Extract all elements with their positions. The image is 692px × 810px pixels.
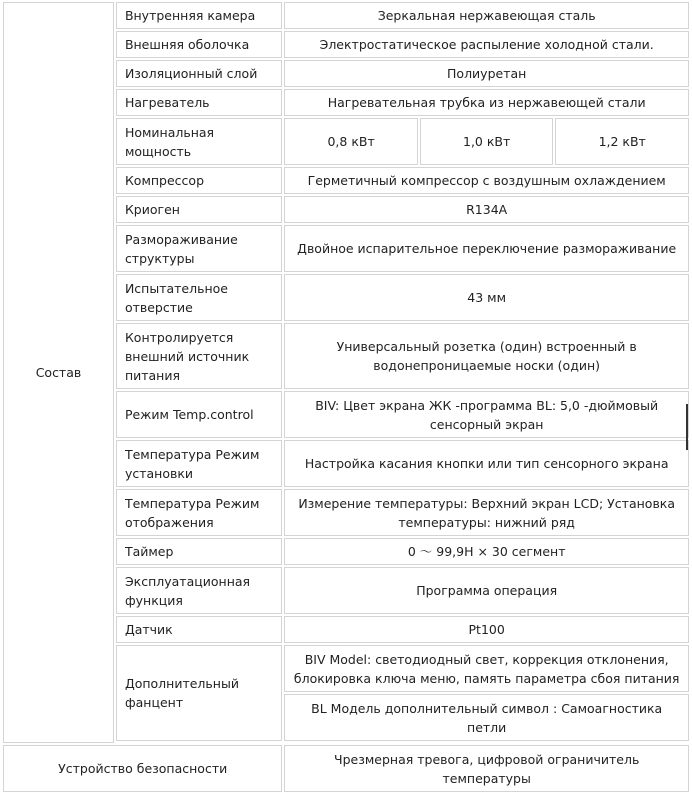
spec-table [1, 0, 691, 794]
row-label-compressor: Компрессор [116, 167, 282, 194]
safety-value: Чрезмерная тревога, цифровой ограничитель температуры [284, 745, 689, 792]
row-value-optional-biv: BIV Model: светодиодный свет, коррекция отклонения, блокировка ключа меню, память параметра сбоя питания [284, 645, 689, 692]
row-label-sensor: Датчик [116, 616, 282, 643]
row-value-operation: Программа операция [284, 567, 689, 614]
row-label-outer-shell: Внешняя оболочка [116, 31, 282, 58]
row-value-external-power: Универсальный розетка (один) встроенный в водонепроницаемые носки (один) [284, 323, 689, 389]
row-value-inner-chamber: Зеркальная нержавеющая сталь [284, 2, 689, 29]
row-value-insulation: Полиуретан [284, 60, 689, 87]
row-label-optional: Дополнительный фанцент [116, 645, 282, 741]
row-value-outer-shell: Электростатическое распыление холодной стали. [284, 31, 689, 58]
row-label-rated-power: Номинальная мощность [116, 118, 282, 165]
row-value-heater: Нагревательная трубка из нержавеющей стали [284, 89, 689, 116]
safety-label: Устройство безопасности [3, 745, 282, 792]
row-label-external-power: Контролируется внешний источник питания [116, 323, 282, 389]
row-label-temp-display: Температура Режим отображения [116, 489, 282, 536]
row-value-sensor: Pt100 [284, 616, 689, 643]
row-value-test-hole: 43 мм [284, 274, 689, 321]
row-label-operation: Эксплуатационная функция [116, 567, 282, 614]
row-value-refrigerant: R134A [284, 196, 689, 223]
row-value-timer: 0 〜 99,9H × 30 сегмент [284, 538, 689, 565]
row-label-test-hole: Испытательное отверстие [116, 274, 282, 321]
row-value-defrost: Двойное испарительное переключение размораживание [284, 225, 689, 272]
row-label-insulation: Изоляционный слой [116, 60, 282, 87]
row-value-temp-control: BIV: Цвет экрана ЖК -программа BL: 5,0 -дюймовый сенсорный экран [284, 391, 689, 438]
row-label-heater: Нагреватель [116, 89, 282, 116]
table-row [3, 2, 689, 29]
row-label-temp-setting: Температура Режим установки [116, 440, 282, 487]
row-label-temp-control: Режим Temp.control [116, 391, 282, 438]
row-label-defrost: Размораживание структуры [116, 225, 282, 272]
power-value-3: 1,2 кВт [555, 118, 689, 165]
row-value-temp-setting: Настройка касания кнопки или тип сенсорного экрана [284, 440, 689, 487]
row-label-refrigerant: Криоген [116, 196, 282, 223]
row-label-timer: Таймер [116, 538, 282, 565]
row-value-optional-bl: BL Модель дополнительный символ : Самоагностика петли [284, 694, 689, 741]
group-label-composition: Состав [3, 2, 114, 743]
power-value-1: 0,8 кВт [284, 118, 418, 165]
row-value-temp-display: Измерение температуры: Верхний экран LCD; Установка температуры: нижний ряд [284, 489, 689, 536]
row-value-compressor: Герметичный компрессор с воздушным охлаждением [284, 167, 689, 194]
edge-marker [686, 404, 688, 450]
table-row [3, 745, 689, 792]
power-value-2: 1,0 кВт [420, 118, 554, 165]
row-label-inner-chamber: Внутренняя камера [116, 2, 282, 29]
